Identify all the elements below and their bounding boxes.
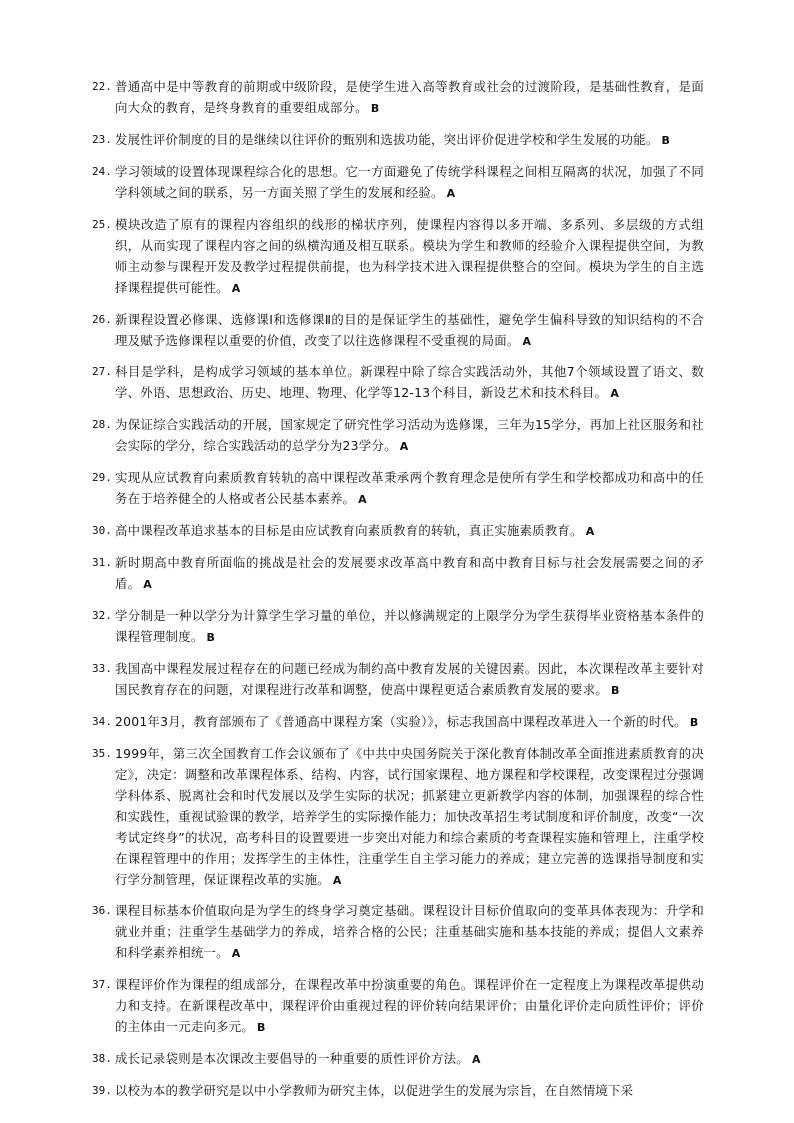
- question-number: 29.: [92, 471, 112, 485]
- question-number: 27.: [92, 365, 112, 379]
- question-item: [92, 214, 704, 299]
- answer-key: A: [522, 334, 532, 348]
- question-item: [92, 974, 704, 1038]
- question-text: 高中课程改革追求基本的目标是由应试教育向素质教育的转轨，真正实施素质教育。: [115, 523, 583, 539]
- question-text: 普通高中是中等教育的前期或中级阶段，是使学生进入高等教育或社会的过渡阶段，是基础性教育，是面向大众的教育，是终身教育的重要组成部分。: [115, 79, 704, 115]
- question-number: 23.: [92, 132, 112, 146]
- question-number: 33.: [92, 661, 112, 675]
- answer-key: B: [257, 1021, 266, 1035]
- answer-key: A: [471, 1053, 481, 1067]
- question-number: 34.: [92, 714, 112, 728]
- question-text: 新时期高中教育所面临的挑战是社会的发展要求改革高中教育和高中教育目标与社会发展需要之间的矛盾。: [115, 555, 704, 592]
- question-number: 24.: [92, 164, 112, 178]
- question-number: 22.: [92, 80, 112, 93]
- question-item: [92, 605, 704, 648]
- question-text: 学分制是一种以学分为计算学生学习量的单位，并以修满规定的上限学分为学生获得毕业资格基本条件的课程管理制度。: [115, 607, 704, 644]
- question-number: 39.: [92, 1084, 112, 1098]
- question-item: [92, 1048, 704, 1070]
- question-text: 模块改造了原有的课程内容组织的线形的梯状序列，使课程内容得以多开端、多系列、多层级的方式组织，从而实现了课程内容之间的纵横沟通及相互联系。模块为学生和教师的经验介入课程提供空间，为教师主动参与课程开发及教学过程提供前提，也为科学技术进入课程提供整合的空间。模块为学生的自主选择课程提供可能性。: [115, 216, 704, 295]
- question-item: [92, 467, 704, 510]
- question-item: [92, 129, 704, 151]
- question-item: [92, 743, 704, 891]
- question-item: [92, 161, 704, 204]
- answer-key: A: [358, 493, 367, 507]
- answer-key: A: [143, 578, 153, 592]
- question-item: [92, 900, 704, 964]
- question-number: 30.: [92, 524, 112, 538]
- answer-key: B: [661, 133, 671, 147]
- answer-key: B: [370, 102, 380, 115]
- question-text: 1999年，第三次全国教育工作会议颁布了《中共中央国务院关于深化教育体制改革全面推进素质教育的决定》，决定：调整和改革课程体系、结构、内容，试行国家课程、地方课程和学校课程，改变课程过分强调学科体系、脱离社会和时代发展以及学生实际的状况；抓紧建立更新教学内容的体制，加强课程的综合性和实践性，重视试验课的教学，培养学生的实际操作能力；加快改革招生考试制度和评价制度，改变“一次考试定终身”的状况，高考科目的设置要进一步突出对能力和综合素质的考查课程实施和管理上，注重学校在课程管理中的作用；发挥学生的主体性，注重学生自主学习能力的养成；建立完善的选课指导制度和实行学分制管理，保证课程改革的实施。: [115, 745, 704, 887]
- question-number: 32.: [92, 608, 112, 622]
- question-item: [92, 711, 704, 733]
- question-item: [92, 520, 704, 542]
- question-number: 28.: [92, 418, 112, 432]
- question-item: [92, 76, 704, 119]
- answer-key: B: [206, 630, 216, 644]
- question-text: 实现从应试教育向素质教育转轨的高中课程改革秉承两个教育理念是使所有学生和学校都成功和高中的任务在于培养健全的人格或者公民基本素养。: [115, 470, 704, 507]
- question-number: 26.: [92, 312, 112, 326]
- question-item: [92, 552, 704, 595]
- answer-key: A: [610, 387, 620, 401]
- answer-key: B: [689, 715, 699, 729]
- question-text: 以校为本的教学研究是以中小学教师为研究主体，以促进学生的发展为宗旨，在自然情境下采: [115, 1083, 634, 1099]
- question-text: 发展性评价制度的目的是继续以往评价的甄别和选拔功能，突出评价促进学校和学生发展的功能。: [115, 131, 659, 147]
- answer-key: A: [231, 947, 241, 961]
- question-text: 为保证综合实践活动的开展，国家规定了研究性学习活动为选修课，三年为15学分，再加上社区服务和社会实际的学分，综合实践活动的总学分为23学分。: [115, 417, 704, 454]
- question-text: 我国高中课程发展过程存在的问题已经成为制约高中教育发展的关键因素。因此，本次课程改革主要针对国民教育存在的问题，对课程进行改革和调整，使高中课程更适合素质教育发展的要求。: [115, 660, 704, 697]
- question-item: [92, 1080, 704, 1102]
- question-list: [92, 76, 704, 1112]
- question-item: [92, 658, 704, 701]
- question-number: 36.: [92, 904, 112, 918]
- question-item: [92, 414, 704, 457]
- question-number: 25.: [92, 217, 112, 231]
- answer-key: A: [399, 440, 409, 454]
- question-text: 科目是学科，是构成学习领域的基本单位。新课程中除了综合实践活动外，其他7个领域设置了语文、数学、外语、思想政治、历史、地理、物理、化学等12-13个科目，新设艺术和技术科目。: [115, 364, 704, 401]
- question-text: 课程评价作为课程的组成部分，在课程改革中扮演重要的角色。课程评价在一定程度上为课程改革提供动力和支持。在新课程改革中，课程评价由重视过程的评价转向结果评价；由量化评价走向质性评价；评价的主体由一元走向多元。: [115, 977, 704, 1035]
- answer-key: A: [446, 186, 456, 200]
- question-number: 37.: [92, 978, 112, 992]
- question-number: 38.: [92, 1052, 112, 1066]
- question-number: 31.: [92, 556, 112, 570]
- question-text: 2001年3月，教育部颁布了《普通高中课程方案（实验）》，标志我国高中课程改革进入一个新的时代。: [115, 713, 687, 729]
- answer-key: A: [231, 281, 241, 295]
- question-text: 学习领域的设置体现课程综合化的思想。它一方面避免了传统学科课程之间相互隔离的状况，加强了不同学科领域之间的联系，另一方面关照了学生的发展和经验。: [115, 163, 704, 200]
- answer-key: B: [610, 683, 620, 697]
- question-number: 35.: [92, 746, 112, 760]
- question-text: 成长记录袋则是本次课改主要倡导的一种重要的质性评价方法。: [115, 1051, 469, 1067]
- question-item: [92, 309, 704, 352]
- answer-key: A: [332, 873, 342, 887]
- question-text: 课程目标基本价值取向是为学生的终身学习奠定基础。课程设计目标价值取向的变革具体表现为：升学和就业并重；注重学生基础学力的养成，培养合格的公民；注重基础实施和基本技能的养成；提倡人文素养和科学素养相统一。: [115, 903, 704, 961]
- question-item: [92, 361, 704, 404]
- question-text: 新课程设置必修课、选修课Ⅰ和选修课Ⅱ的目的是保证学生的基础性，避免学生偏科导致的知识结构的不合理及赋予选修课程以重要的价值，改变了以往选修课程不受重视的局面。: [115, 311, 704, 348]
- answer-key: A: [585, 525, 595, 539]
